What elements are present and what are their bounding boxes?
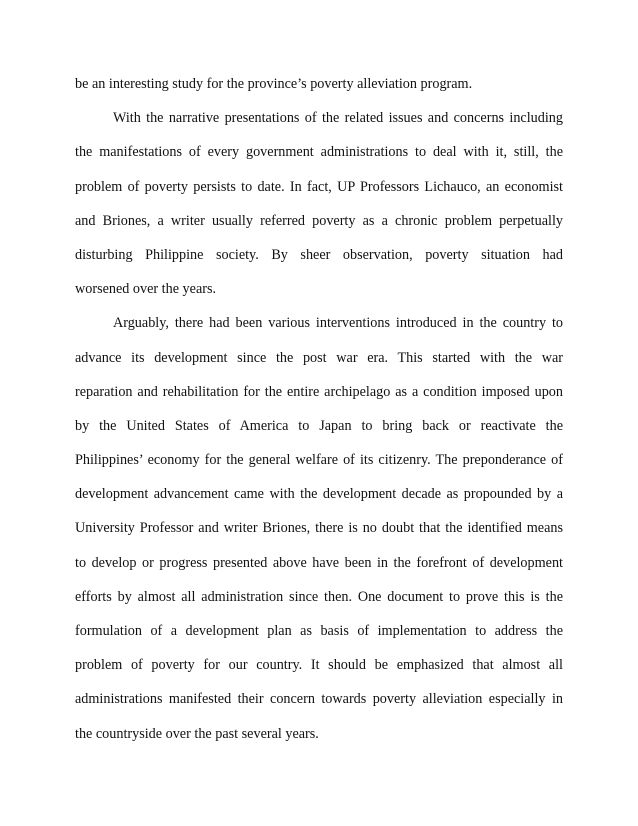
paragraph-3-line-1: Arguably, there had been various interventions introduced in the country to (113, 315, 563, 332)
paragraph-2-line-3: problem of poverty persists to date. In fact, UP Professors Lichauco, an economist (75, 178, 563, 195)
paragraph-3-line-8: to develop or progress presented above have been in the forefront of development (75, 554, 563, 571)
paragraph-3-line-6: development advancement came with the development decade as propounded by a (75, 486, 563, 503)
paragraph-3-line-3: reparation and rehabilitation for the entire archipelago as a condition imposed upon (75, 383, 563, 400)
paragraph-2-line-6: worsened over the years. (75, 281, 217, 298)
paragraph-2-line-1: With the narrative presentations of the related issues and concerns including (113, 110, 563, 127)
paragraph-2-line-4: and Briones, a writer usually referred poverty as a chronic problem perpetually (75, 212, 563, 229)
paragraph-3-line-12: administrations manifested their concern towards poverty alleviation especially in (75, 691, 563, 708)
paragraph-3-line-2: advance its development since the post war era. This started with the war (75, 349, 563, 366)
paragraph-3-line-9: efforts by almost all administration since then. One document to prove this is the (75, 588, 563, 605)
paragraph-3-line-13: the countryside over the past several years. (75, 725, 319, 742)
body-text (75, 67, 563, 751)
paragraph-3-line-5: Philippines’ economy for the general welfare of its citizenry. The preponderance of (75, 452, 563, 469)
paragraph-3-line-10: formulation of a development plan as basis of implementation to address the (75, 623, 563, 639)
paragraph-2-line-5: disturbing Philippine society. By sheer observation, poverty situation had (75, 246, 563, 263)
paragraph-2-line-2: the manifestations of every government administrations to deal with it, still, the (75, 144, 563, 161)
paragraph-3-line-11: problem of poverty for our country. It should be emphasized that almost all (75, 657, 563, 674)
paragraph-3-line-4: by the United States of America to Japan to bring back or reactivate the (75, 417, 563, 434)
paragraph-1-line-1: be an interesting study for the province’s poverty alleviation program. (75, 76, 473, 92)
paragraph-3-line-7: University Professor and writer Briones, there is no doubt that the identified means (75, 520, 563, 537)
